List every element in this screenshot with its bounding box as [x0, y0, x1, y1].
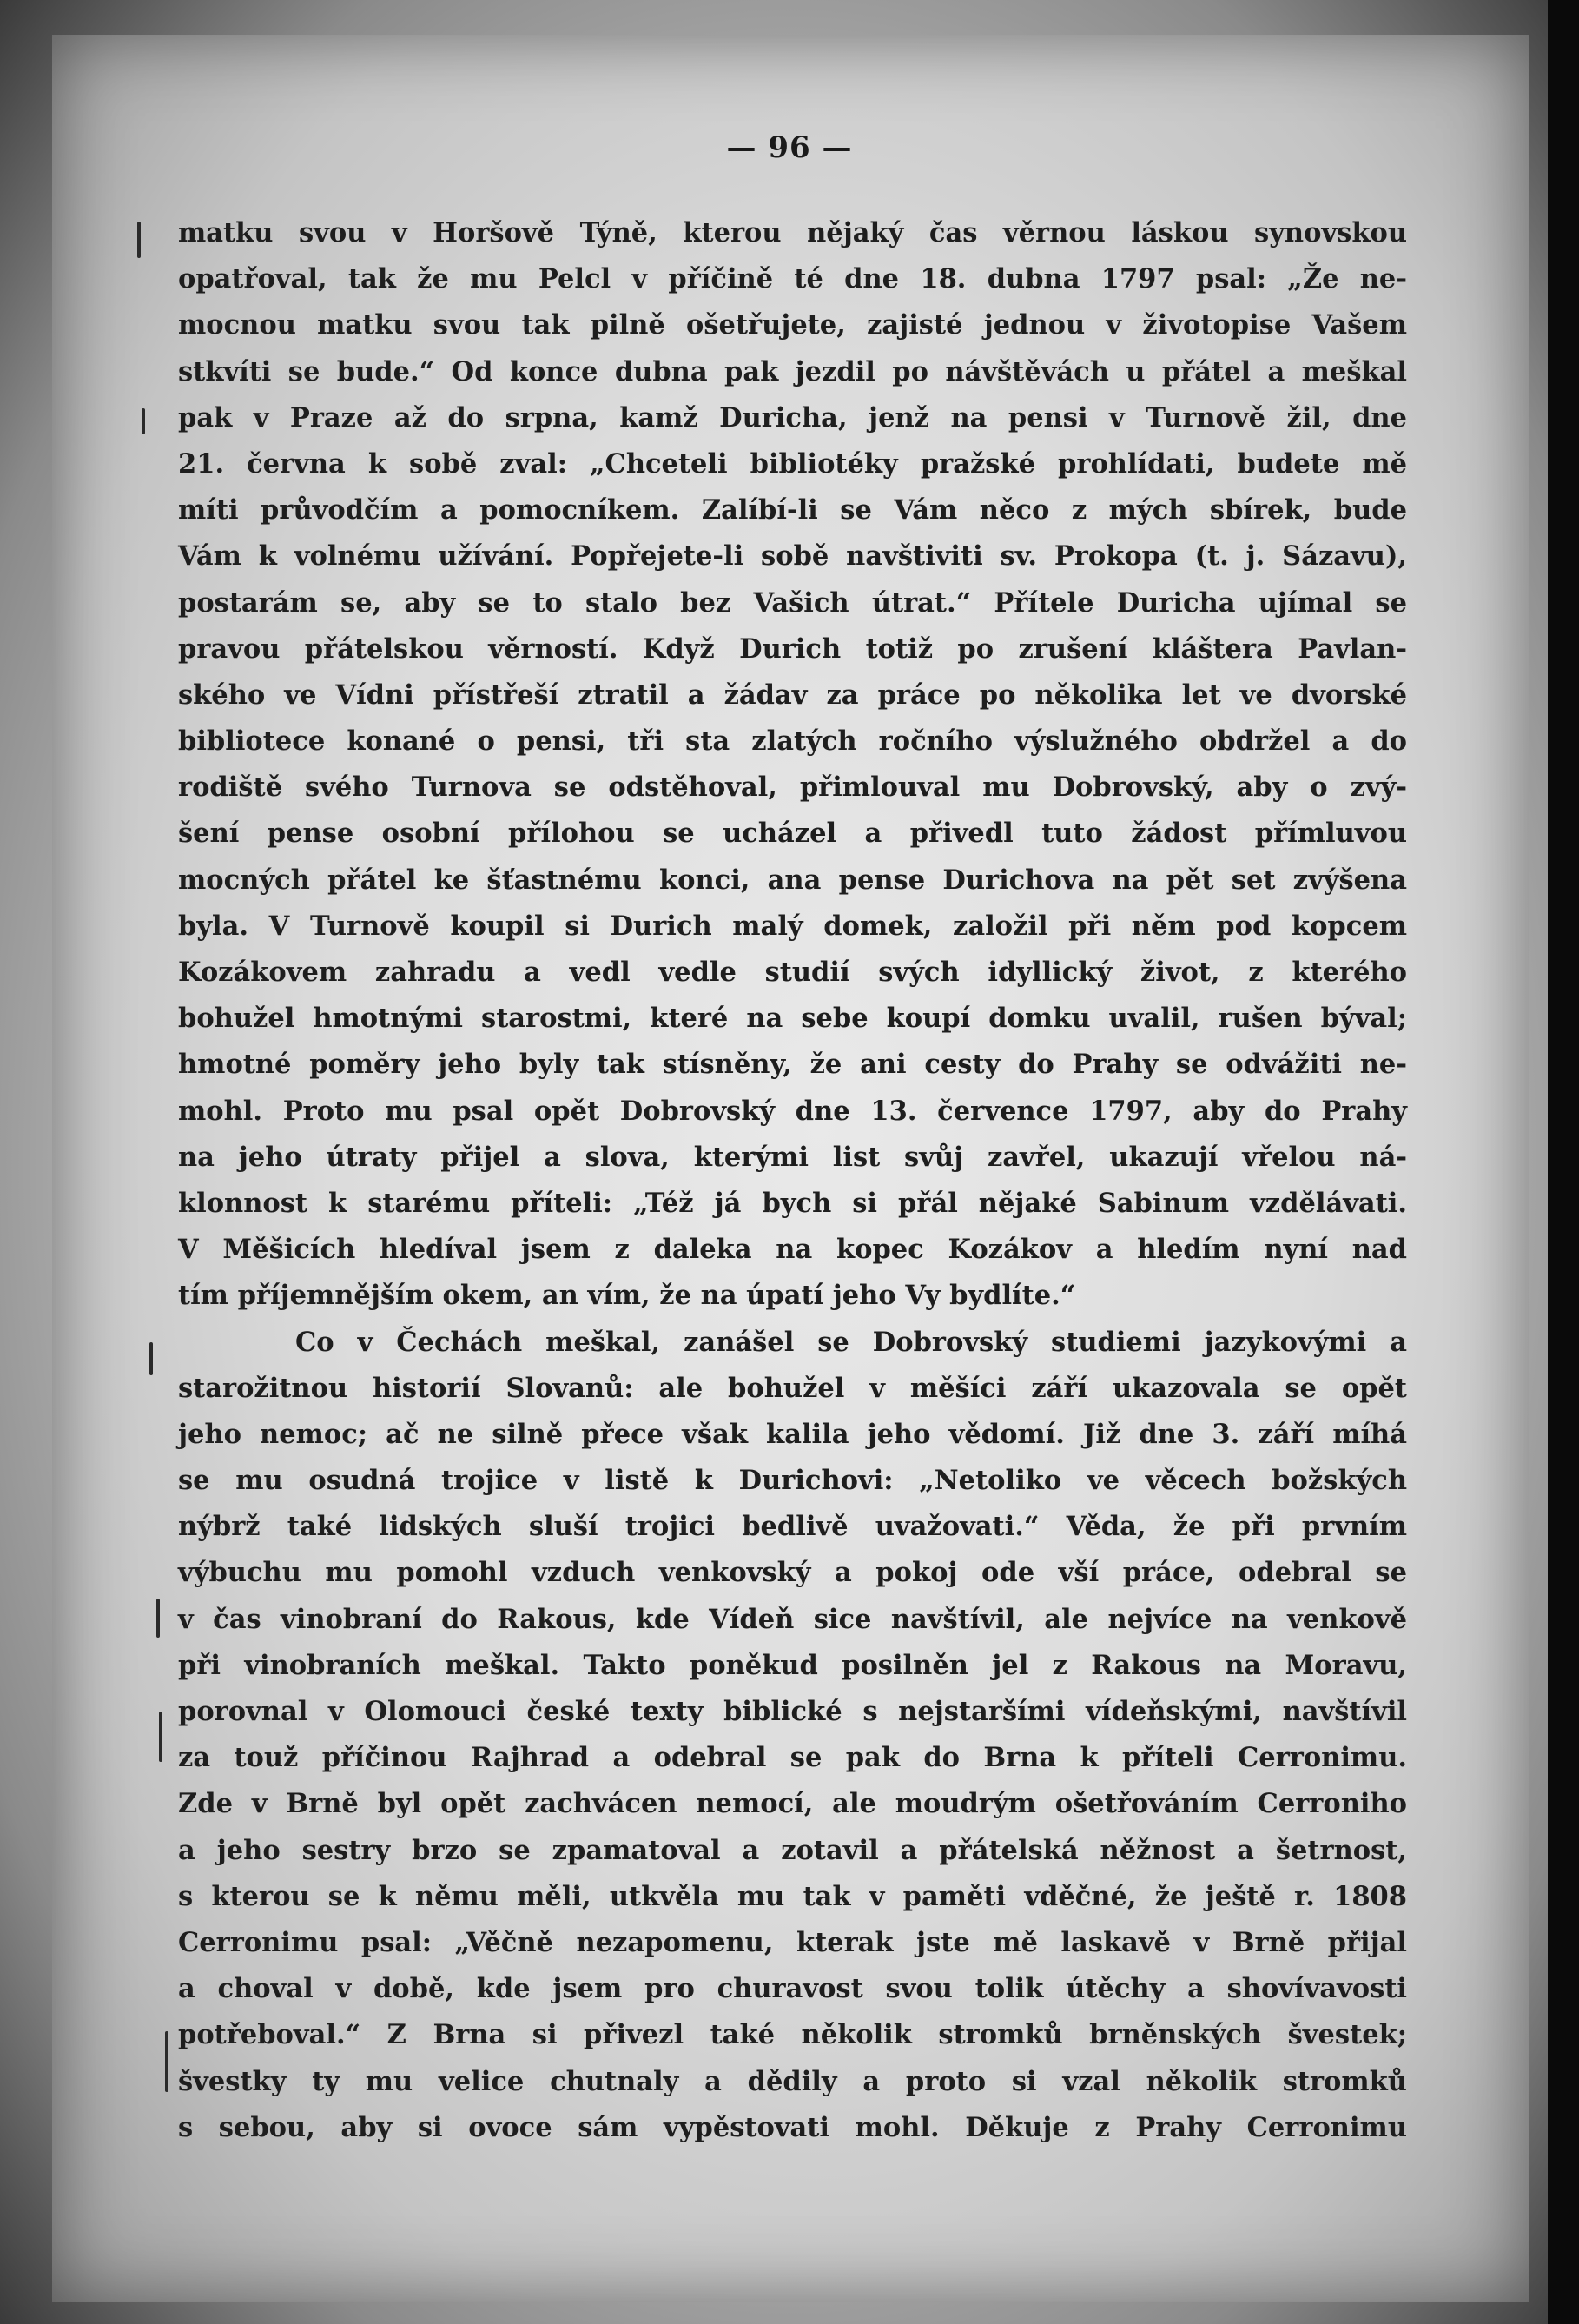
text-line: šení pense osobní přílohou se ucházel a přivedl tuto žádost přímluvou — [178, 818, 1407, 850]
text-line: a choval v době, kde jsem pro churavost svou tolik útěchy a shovívavosti — [178, 1973, 1407, 2005]
text-line: postarám se, aby se to stalo bez Vašich útrat.“ Přítele Duricha ujímal se — [178, 586, 1407, 619]
text-line: za touž příčinou Rajhrad a odebral se pak do Brna k příteli Cerronimu. — [178, 1742, 1407, 1774]
text-line: s sebou, aby si ovoce sám vypěstovati mohl. Děkuje z Prahy Cerronimu — [178, 2111, 1407, 2143]
text-line: při vinobraních meškal. Takto poněkud posilněn jel z Rakous na Moravu, — [178, 1649, 1407, 1681]
page-number: — 96 — — [726, 130, 853, 165]
text-line: Zde v Brně byl opět zachvácen nemocí, ale moudrým ošetřováním Cerroniho — [178, 1788, 1407, 1820]
margin-mark — [159, 1712, 162, 1762]
text-line: pak v Praze až do srpna, kamž Duricha, jenž na pensi v Turnově žil, dne — [178, 401, 1407, 434]
text-line: byla. V Turnově koupil si Durich malý domek, založil při něm pod kopcem — [178, 910, 1407, 942]
text-line: Kozákovem zahradu a vedl vedle studií svých idyllický život, z kterého — [178, 957, 1407, 988]
margin-mark — [142, 408, 145, 434]
text-line: 21. června k sobě zval: „Chceteli bibliotéky pražské prohlídati, budete mě — [178, 447, 1407, 480]
text-line: V Měšicích hledíval jsem z daleka na kopec Kozákov a hledím nyní nad — [178, 1234, 1407, 1266]
text-line: mocnou matku svou tak pilně ošetřujete, zajisté jednou v životopise Vašem — [178, 309, 1407, 341]
margin-mark — [165, 2031, 168, 2092]
text-line: Cerronimu psal: „Věčně nezapomenu, kterak jste mě laskavě v Brně přijal — [178, 1926, 1407, 1958]
text-line: Co v Čechách meškal, zanášel se Dobrovský studiemi jazykovými a — [295, 1326, 1407, 1358]
text-line: pravou přátelskou věrností. Když Durich totiž po zrušení kláštera Pavlan- — [178, 632, 1407, 665]
margin-mark — [149, 1342, 153, 1375]
text-line: rodiště svého Turnova se odstěhoval, přimlouval mu Dobrovský, aby o zvý- — [178, 771, 1407, 804]
text-line: klonnost k starému příteli: „Též já bych si přál nějaké Sabinum vzdělávati. — [178, 1187, 1407, 1219]
text-line: bibliotece konané o pensi, tři sta zlatých ročního výslužného obdržel a do — [178, 725, 1407, 758]
text-line: v čas vinobraní do Rakous, kde Vídeň sice navštívil, ale nejvíce na venkově — [178, 1603, 1407, 1635]
text-line: a jeho sestry brzo se zpamatoval a zotavil a přátelská něžnost a šetrnost, — [178, 1834, 1407, 1866]
text-line: na jeho útraty přijel a slova, kterými list svůj zavřel, ukazují vřelou ná- — [178, 1141, 1407, 1173]
margin-mark — [156, 1599, 160, 1638]
scan-edge — [1548, 0, 1579, 2324]
text-line: mohl. Proto mu psal opět Dobrovský dne 13. července 1797, aby do Prahy — [178, 1095, 1407, 1127]
text-line: opatřoval, tak že mu Pelcl v příčině té dne 18. dubna 1797 psal: „Že ne- — [178, 263, 1407, 295]
text-line: ského ve Vídni přístřeší ztratil a žádav za práce po několika let ve dvorské — [178, 679, 1407, 711]
text-line: míti průvodčím a pomocníkem. Zalíbí-li se Vám něco z mých sbírek, bude — [178, 494, 1407, 526]
body-text — [178, 210, 1407, 2151]
text-line: bohužel hmotnými starostmi, které na sebe koupí domku uvalil, rušen býval; — [178, 1003, 1407, 1035]
text-line: tím příjemnějším okem, an vím, že na úpatí jeho Vy bydlíte.“ — [178, 1280, 1076, 1312]
text-line: se mu osudná trojice v listě k Durichovi: „Netoliko ve věcech božských — [178, 1465, 1407, 1497]
text-line: švestky ty mu velice chutnaly a dědily a proto si vzal několik stromků — [178, 2065, 1407, 2097]
text-line: jeho nemoc; ač ne silně přece však kalila jeho vědomí. Již dne 3. září míhá — [178, 1418, 1407, 1450]
text-line: Vám k volnému užívání. Popřejete-li sobě navštiviti sv. Prokopa (t. j. Sázavu), — [178, 540, 1407, 573]
text-line: starožitnou historií Slovanů: ale bohužel v měšíci září ukazovala se opět — [178, 1372, 1407, 1404]
text-line: s kterou se k němu měli, utkvěla mu tak v paměti vděčné, že ještě r. 1808 — [178, 1880, 1407, 1912]
text-line: potřeboval.“ Z Brna si přivezl také několik stromků brněnských švestek; — [178, 2019, 1407, 2051]
text-line: mocných přátel ke šťastnému konci, ana pense Durichova na pět set zvýšena — [178, 864, 1407, 896]
text-line: stkvíti se bude.“ Od konce dubna pak jezdil po návštěvách u přátel a meškal — [178, 355, 1407, 387]
text-line: matku svou v Horšově Týně, kterou nějaký čas věrnou láskou synovskou — [178, 217, 1407, 248]
text-line: výbuchu mu pomohl vzduch venkovský a pokoj ode vší práce, odebral se — [178, 1557, 1407, 1589]
text-line: nýbrž také lidských sluší trojici bedlivě uvažovati.“ Věda, že při prvním — [178, 1511, 1407, 1543]
text-line: hmotné poměry jeho byly tak stísněny, že ani cesty do Prahy se odvážiti ne- — [178, 1049, 1407, 1081]
margin-mark — [137, 222, 141, 258]
text-line: porovnal v Olomouci české texty biblické s nejstaršími vídeňskými, navštívil — [178, 1696, 1407, 1727]
